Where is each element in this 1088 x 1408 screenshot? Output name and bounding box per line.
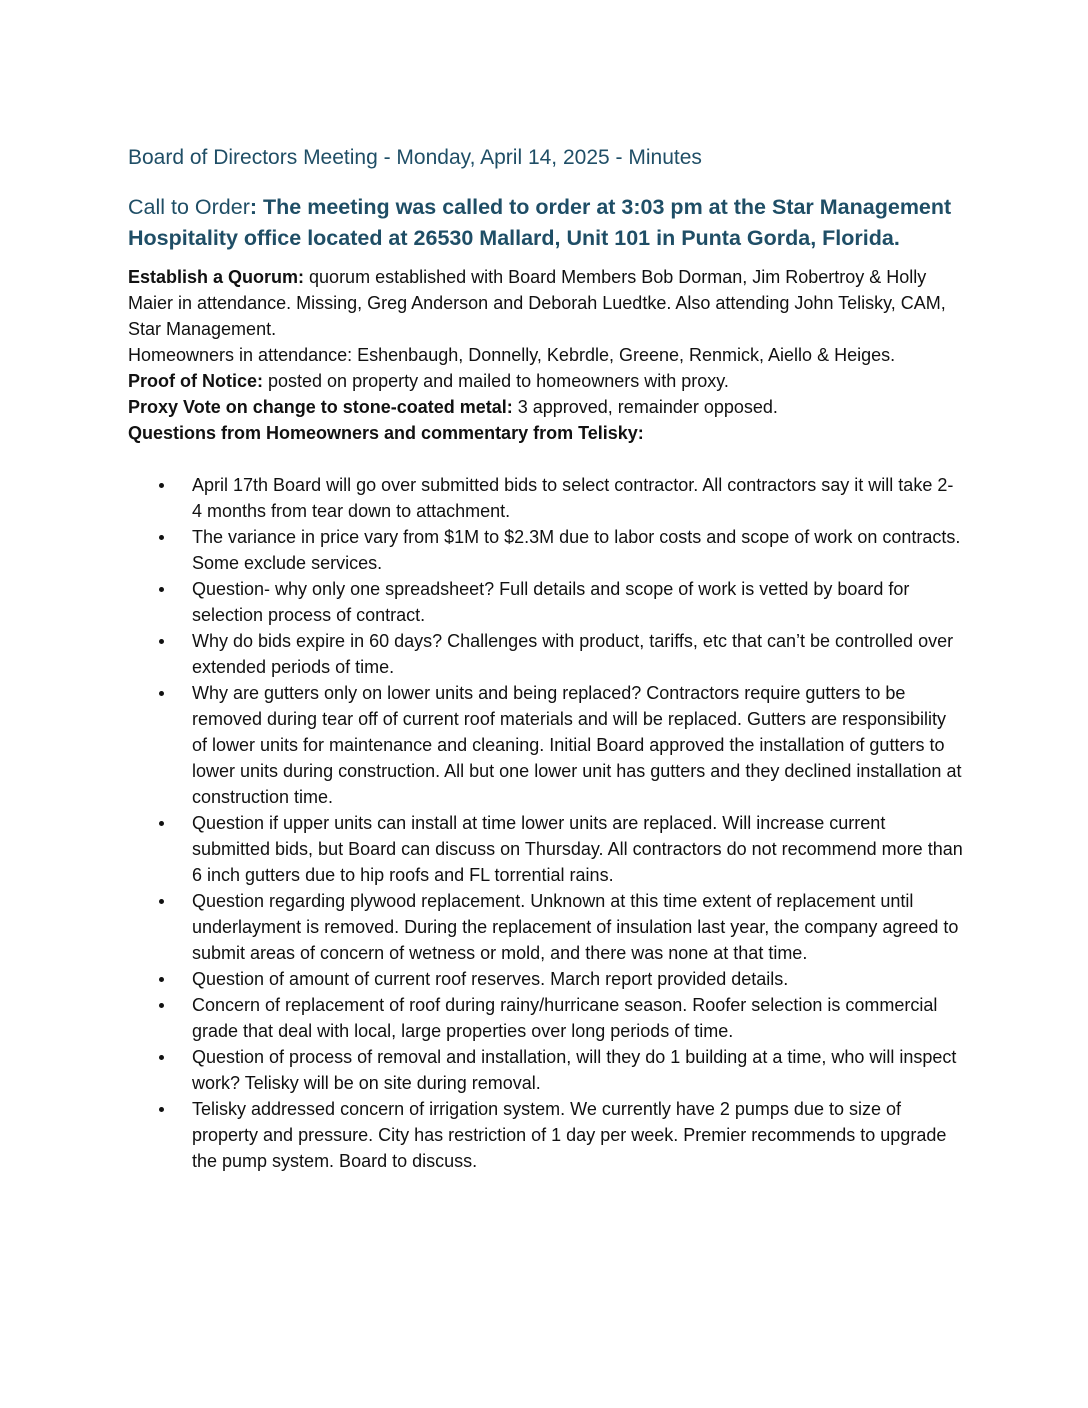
quorum-label: Establish a Quorum: [128, 267, 305, 287]
proxy-vote-paragraph [128, 394, 963, 420]
list-item [128, 1044, 963, 1096]
bullet-icon [159, 977, 164, 982]
list-item [128, 992, 963, 1044]
bullet-icon [159, 587, 164, 592]
bullet-icon [159, 535, 164, 540]
list-item-text: Question of amount of current roof reserves. March report provided details. [192, 969, 789, 989]
proxy-vote-text: 3 approved, remainder opposed. [512, 397, 778, 417]
proof-of-notice-text: posted on property and mailed to homeowners with proxy. [263, 371, 729, 391]
questions-list [128, 472, 963, 1174]
document-title: Board of Directors Meeting - Monday, April 14, 2025 - Minutes [128, 146, 702, 169]
questions-heading [128, 420, 963, 446]
list-item [128, 1096, 963, 1174]
list-item [128, 680, 963, 810]
list-item-text: Question of process of removal and installation, will they do 1 building at a time, who will inspect work? Telisky will be on site during removal. [192, 1047, 957, 1093]
list-item-text: Why do bids expire in 60 days? Challenges with product, tariffs, etc that can’t be controlled over extended periods of time. [192, 631, 954, 677]
list-item-text: Telisky addressed concern of irrigation system. We currently have 2 pumps due to size of property and pressure. City has restriction of 1 day per week. Premier recommends to upgrade the pump system. Board to discuss. [192, 1099, 947, 1171]
list-item [128, 524, 963, 576]
list-item-text: Why are gutters only on lower units and being replaced? Contractors require gutters to be removed during tear off of current roof materials and will be replaced. Gutters are responsibility of lower units for maintenance and cleaning. Initial Board approved the installation of gutters to lower units during construction. All but one lower unit has gutters and they declined installation at construction time. [192, 683, 962, 807]
call-to-order-text: : The meeting was called to order at 3:03 pm at the Star Management Hospitality office located at 26530 Mallard, Unit 101 in Punta Gorda, Florida. [128, 195, 952, 250]
bullet-icon [159, 639, 164, 644]
list-item-text: Question regarding plywood replacement. Unknown at this time extent of replacement until underlayment is removed. During the replacement of insulation last year, the company agreed to submit areas of concern of wetness or mold, and there was none at that time. [192, 891, 959, 963]
bullet-icon [159, 1107, 164, 1112]
list-item-text: Question- why only one spreadsheet? Full details and scope of work is vetted by board for selection process of contract. [192, 579, 910, 625]
proof-of-notice-label: Proof of Notice: [128, 371, 263, 391]
list-item-text: April 17th Board will go over submitted bids to select contractor. All contractors say it will take 2-4 months from tear down to attachment. [192, 475, 954, 521]
list-item [128, 628, 963, 680]
bullet-icon [159, 821, 164, 826]
proof-of-notice-paragraph [128, 368, 963, 394]
quorum-paragraph [128, 264, 963, 342]
bullet-icon [159, 691, 164, 696]
bullet-icon [159, 1003, 164, 1008]
homeowners-paragraph: Homeowners in attendance: Eshenbaugh, Donnelly, Kebrdle, Greene, Renmick, Aiello & Heiges. [128, 345, 896, 365]
list-item [128, 576, 963, 628]
list-item-text: Question if upper units can install at time lower units are replaced. Will increase current submitted bids, but Board can discuss on Thursday. All contractors do not recommend more than 6 inch gutters due to hip roofs and FL torrential rains. [192, 813, 963, 885]
list-item [128, 810, 963, 888]
call-to-order-label: Call to Order [128, 195, 250, 219]
call-to-order [128, 192, 963, 254]
proxy-vote-label: Proxy Vote on change to stone-coated metal: [128, 397, 513, 417]
list-item [128, 888, 963, 966]
section-spacer [128, 446, 963, 472]
document-page [128, 144, 963, 1174]
bullet-icon [159, 1055, 164, 1060]
questions-heading-text: Questions from Homeowners and commentary from Telisky: [128, 423, 644, 443]
bullet-icon [159, 483, 164, 488]
bullet-icon [159, 899, 164, 904]
list-item [128, 966, 963, 992]
list-item-text: Concern of replacement of roof during rainy/hurricane season. Roofer selection is commercial grade that deal with local, large properties over long periods of time. [192, 995, 938, 1041]
list-item-text: The variance in price vary from $1M to $2.3M due to labor costs and scope of work on contracts. Some exclude services. [192, 527, 961, 573]
quorum-text: quorum established with Board Members Bob Dorman, Jim Robertroy & Holly Maier in attendance. Missing, Greg Anderson and Deborah Luedtke. Also attending John Telisky, CAM, Star Management. [128, 267, 946, 339]
list-item [128, 472, 963, 524]
